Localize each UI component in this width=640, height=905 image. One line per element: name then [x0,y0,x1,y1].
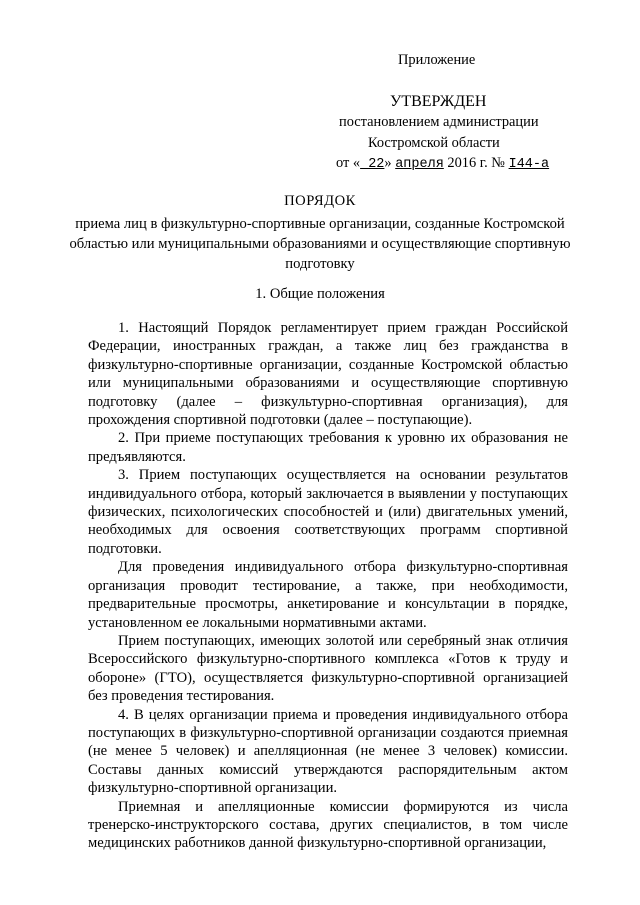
date-year: 2016 г. № [443,155,509,171]
paragraph: 4. В целях организации приема и проведения индивидуального отбора поступающих в физкультурно-спортивной организации создаются приемная (не менее 5 человек) и апелляционная (не менее 3 человек) комиссии. Составы данных комиссий утверждаются распорядительным актом физкультурно-спортивной организации. [88,706,568,797]
document-title: ПОРЯДОК [284,193,356,209]
body-text [88,319,568,853]
date-separator: » [384,155,396,171]
approval-date-line [336,153,549,175]
approval-line-2: Костромской области [368,135,500,151]
paragraph: 1. Настоящий Порядок регламентирует прием граждан Российской Федерации, иностранных граждан, а также лиц без гражданства в физкультурно-спортивные организации, созданные Костромской областью или муниципальными образованиями и осуществляющие спортивную подготовку (далее – физкультурно-спортивная организация), для прохождения спортивной подготовки (далее – поступающие). [88,320,568,429]
approved-label: УТВЕРЖДЕН [390,93,487,110]
date-month: апреля [395,157,444,172]
paragraph: 2. При приеме поступающих требования к уровню их образования не предъявляются. [88,430,568,465]
paragraph: Приемная и апелляционные комиссии формируются из числа тренерско-инструкторского состава, других специалистов, в том числе медицинских работников данной физкультурно-спортивной организации, [88,798,568,852]
document-number: I44-а [508,157,550,172]
paragraph: Прием поступающих, имеющих золотой или серебряный знак отличия Всероссийского физкультурно-спортивного комплекса «Готов к труду и обороне» (ГТО), осуществляется физкультурно-спортивной организацией без проведения тестирования. [88,632,568,705]
paragraph: Для проведения индивидуального отбора физкультурно-спортивная организация проводит тестирование, а также, при необходимости, предварительные просмотры, анкетирование и консультации в порядке, установленном ее локальными нормативными актами. [88,559,568,631]
date-day: 22 [360,157,385,172]
document-subtitle: приема лиц в физкультурно-спортивные организации, созданные Костромской областью или муниципальными образованиями и осуществляющие спортивную подготовку [69,216,571,272]
approval-line-1: постановлением администрации [339,114,539,130]
paragraph: 3. Прием поступающих осуществляется на основании результатов индивидуального отбора, который заключается в выявлении у поступающих физических, психологических способностей и (или) двигательных умений, необходимых для освоения соответствующих программ спортивной подготовки. [88,467,568,557]
date-prefix: от « [336,155,361,171]
section-heading: 1. Общие положения [255,286,385,302]
appendix-label: Приложение [398,52,476,68]
